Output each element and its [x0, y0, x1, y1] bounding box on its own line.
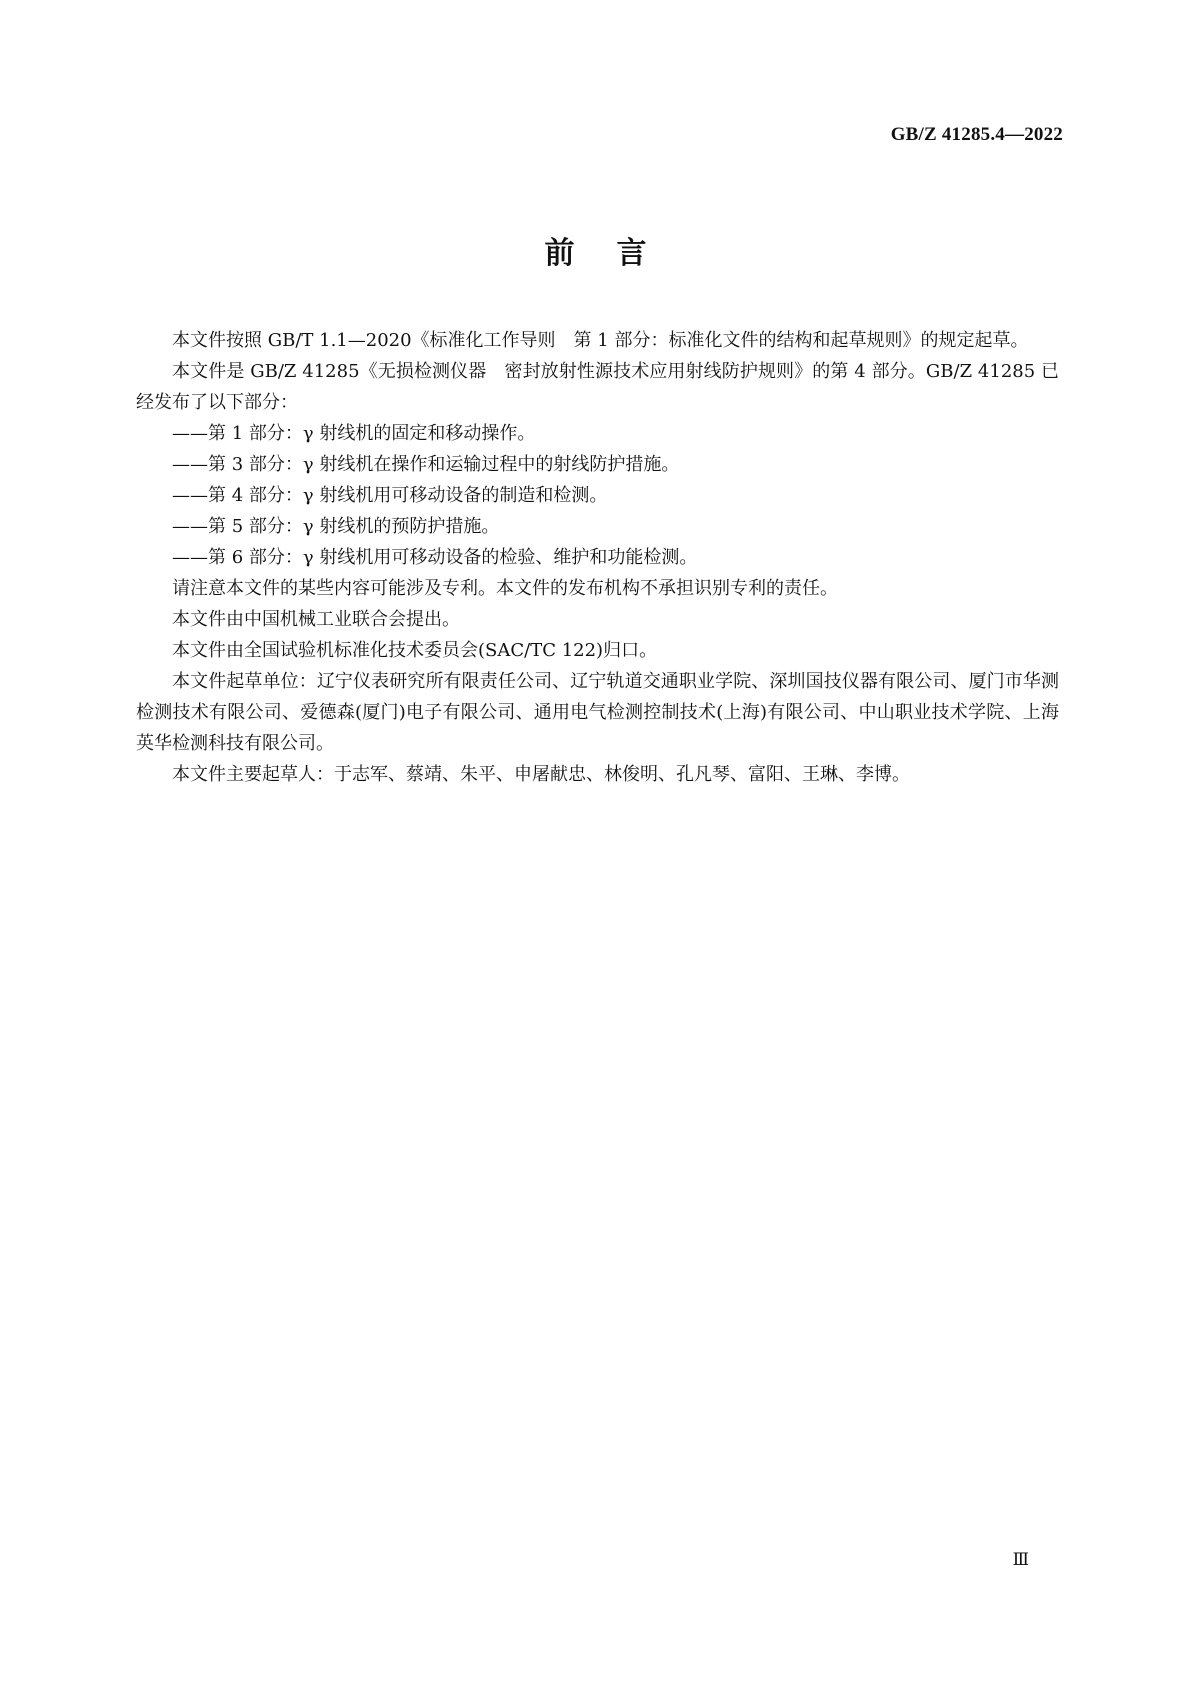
- paragraph-drafting-units: 本文件起草单位：辽宁仪表研究所有限责任公司、辽宁轨道交通职业学院、深圳国技仪器有限公司、厦门市华测检测技术有限公司、爱德森(厦门)电子有限公司、通用电气检测控制技术(上海)有限公司、中山职业技术学院、上海英华检测科技有限公司。: [136, 671, 1059, 754]
- paragraph-drafters: 本文件主要起草人：于志军、蔡靖、朱平、申屠献忠、林俊明、孔凡琴、富阳、王琳、李博。: [172, 764, 910, 785]
- paragraph-proposer: 本文件由中国机械工业联合会提出。: [172, 609, 460, 630]
- list-item: ——第 6 部分：γ 射线机用可移动设备的检验、维护和功能检测。: [172, 547, 698, 568]
- page-title: 前言: [544, 236, 689, 271]
- paragraph-patent-notice: 请注意本文件的某些内容可能涉及专利。本文件的发布机构不承担识别专利的责任。: [172, 578, 838, 599]
- page-number: Ⅲ: [1012, 1550, 1029, 1569]
- list-item: ——第 1 部分：γ 射线机的固定和移动操作。: [172, 423, 536, 444]
- paragraph-drafting-basis: 本文件按照 GB/T 1.1—2020《标准化工作导则 第 1 部分：标准化文件的结构和起草规则》的规定起草。: [172, 330, 1029, 351]
- list-item: ——第 3 部分：γ 射线机在操作和运输过程中的射线防护措施。: [172, 454, 680, 475]
- paragraph-committee: 本文件由全国试验机标准化技术委员会(SAC/TC 122)归口。: [172, 640, 658, 661]
- paragraph-series-info: 本文件是 GB/Z 41285《无损检测仪器 密封放射性源技术应用射线防护规则》的第 4 部分。GB/Z 41285 已经发布了以下部分：: [136, 361, 1059, 413]
- list-item: ——第 5 部分：γ 射线机的预防护措施。: [172, 516, 500, 537]
- standard-code-header: GB/Z 41285.4—2022: [890, 124, 1063, 145]
- foreword-body: [136, 325, 1059, 790]
- list-item: ——第 4 部分：γ 射线机用可移动设备的制造和检测。: [172, 485, 608, 506]
